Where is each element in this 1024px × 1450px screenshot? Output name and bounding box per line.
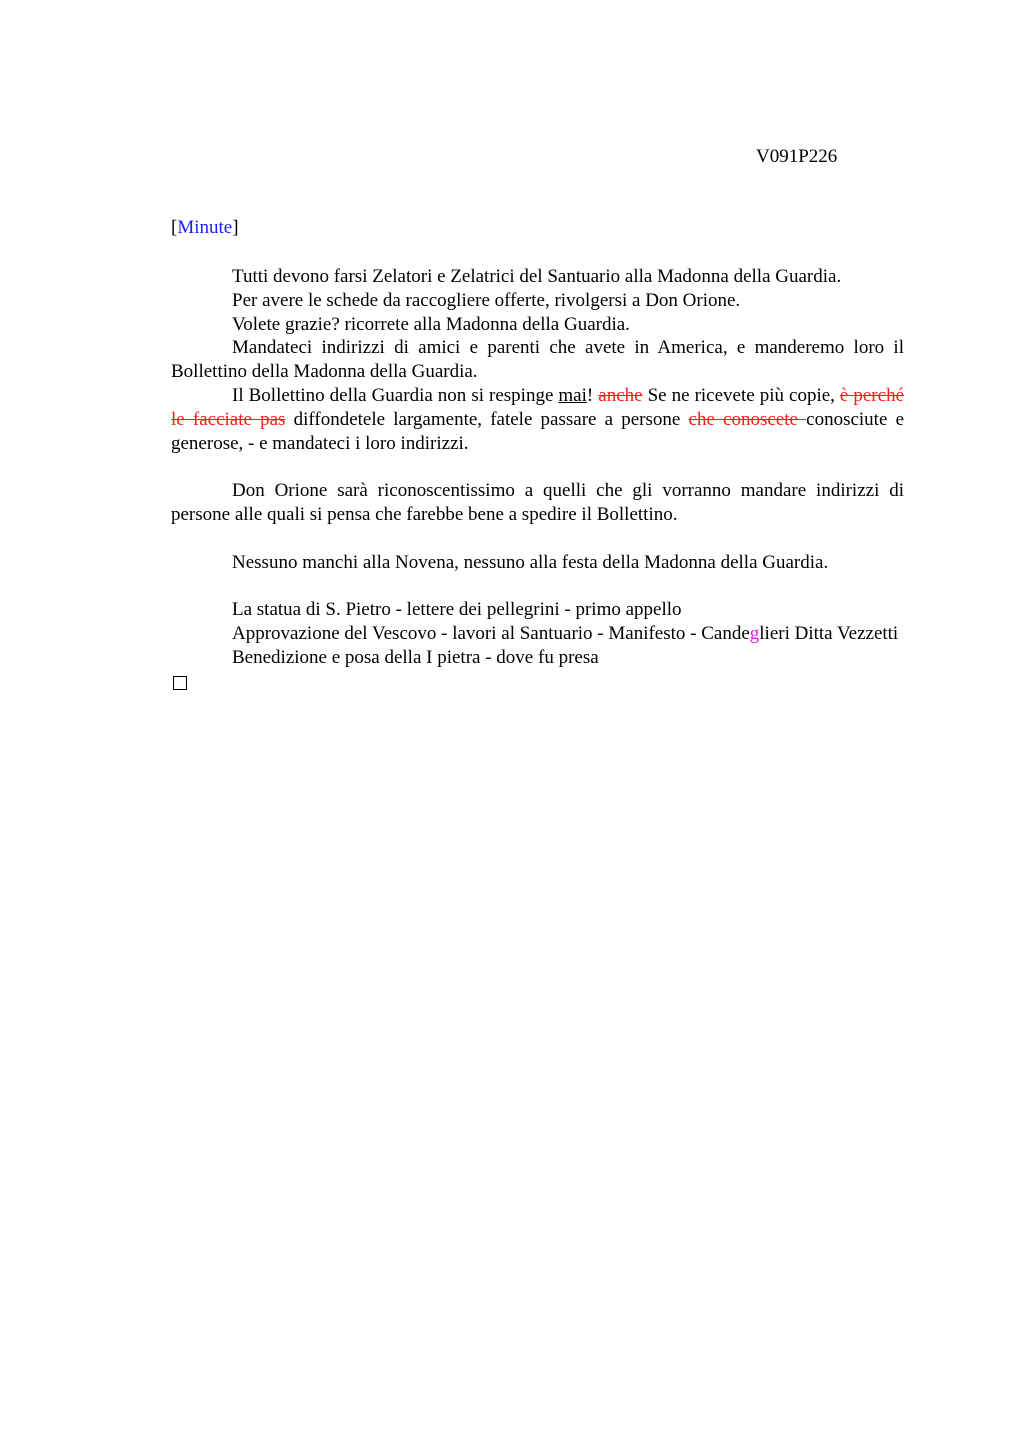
header-bracket-close: ] [232, 217, 239, 238]
empty-checkbox-icon [173, 676, 187, 690]
deleted-conoscete: che conoscete [688, 408, 807, 430]
bollettino-text-e: conosciute e generose, - e mandateci i loro indirizzi. [171, 408, 904, 454]
paragraph-novena: Nessuno manchi alla Novena, nessuno alla festa della Madonna della Guardia. [232, 551, 829, 573]
paragraph-grazie: Volete grazie? ricorrete alla Madonna della Guardia. [232, 313, 630, 335]
paragraph-zelatori: Tutti devono farsi Zelatori e Zelatrici del Santuario alla Madonna della Guardia. [232, 266, 842, 287]
paragraph-schede: Per avere le schede da raccogliere offerte, rivolgersi a Don Orione. [232, 289, 741, 311]
approvazione-text-b: lieri Ditta Vezzetti [759, 622, 899, 644]
paragraph-approvazione [171, 622, 904, 646]
paragraph-bollettino [171, 384, 904, 455]
bollettino-text-b: ! [586, 384, 599, 406]
document-header [171, 217, 239, 239]
bollettino-text-d: diffondetele largamente, fatele passare a persone [285, 408, 689, 430]
bollettino-text-c: Se ne ricevete più copie, [642, 384, 840, 406]
paragraph-statua: La statua di S. Pietro - lettere dei pellegrini - primo appello [232, 599, 682, 621]
bollettino-text-a: Il Bollettino della Guardia non si respinge [232, 384, 559, 406]
document-body [171, 265, 904, 690]
paragraph-benedizione: Benedizione e posa della I pietra - dove fu presa [232, 646, 599, 668]
header-bracket-open: [ [171, 217, 178, 238]
paragraph-riconoscentissimo: Don Orione sarà riconoscentissimo a quelli che gli vorranno mandare indirizzi di persone alle quali si pensa che farebbe bene a spedire il Bollettino. [171, 480, 904, 525]
deleted-anche: anche [598, 384, 643, 406]
document-code: V091P226 [756, 146, 838, 167]
deleted-facciate: è perché le facciate pas [171, 384, 905, 430]
approvazione-text-a: Approvazione del Vescovo - lavori al Santuario - Manifesto - Cande [232, 622, 750, 644]
paragraph-indirizzi-america: Mandateci indirizzi di amici e parenti che avete in America, e manderemo loro il Bollettino della Madonna della Guardia. [171, 337, 904, 383]
underlined-mai: mai [558, 384, 587, 406]
header-word: Minute [177, 217, 233, 238]
inserted-g: g [749, 622, 760, 644]
